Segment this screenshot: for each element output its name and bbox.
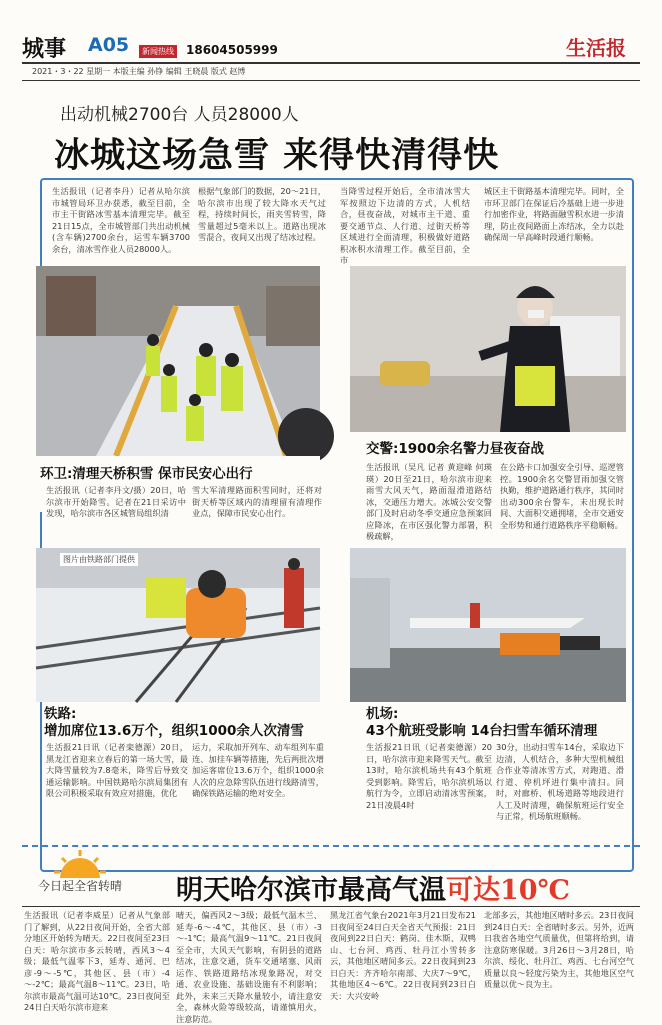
- story1-col-1: 生活报讯（记者李丹文/摄）20日，哈尔滨市开始降雪。记者在21日采访中发现，哈尔滨市各区城管局组织清: [46, 485, 186, 518]
- lead-headline: 冰城这场急雪 来得快清得快: [54, 136, 500, 176]
- weather-rule: [22, 906, 640, 907]
- story1-title: 环卫:清理天桥积雪 保市民安心出行: [40, 466, 253, 482]
- story3-col-1: 生活报21日讯（记者栾德源）20日，黑龙江省迎来立春后的第一场大雪，最大降雪量较为7.8毫米，降雪后导致交通运输影响。中国铁路哈尔滨局集团有限公司积极采取有效应对措施，优化: [46, 742, 188, 798]
- weather-temp: 可达10℃: [446, 875, 570, 906]
- weather-col-1: 生活报讯（记者李威星）记者从气象部门了解到，从22日夜间开始，全省大部分地区开始转为晴天。22日夜间至23日白天：哈尔滨市多云转晴，西风3～4级；最低气温零下3，延寿、通河、巴彦-9～-5℃，其他区、县（市）-4～-2℃；最高气温8～11℃。23日，哈尔滨市最高气温可达10℃。23日夜间至24日白天哈尔滨市迎来: [24, 910, 170, 1012]
- photo-railway-snow: [36, 548, 320, 702]
- hotline-number: 18604505999: [186, 43, 278, 57]
- lead-col-2: 根据气象部门的数据，20～21日，哈尔滨市出现了较大降水天气过程，持续时间长，雨夹雪转雪，降雪量超过5毫米以上。道路出现冰雪混合，夜间又出现了结冰过程。: [198, 186, 326, 242]
- weather-headline: 明天哈尔滨市最高气温可达10℃: [176, 875, 570, 906]
- header-rule: [22, 62, 640, 64]
- weather-col-2: 晴天，偏西风2～3级；最低气温木兰、延寿-6～-4℃，其他区、县（市）-3～-1℃；最高气温9～11℃。21日夜间至全市，大风天气影响，有阴县的道路结冰，注意交通，货车交通堵塞、风雨运作、铁路道路结冰现象路况，对交通、农业设施、基础设施有不利影响；此外，未来三天降水量较小，请注意安全，森林火险等级较高，请谨慎用火，注意防范。: [176, 910, 322, 1024]
- photo-traffic-police: [350, 266, 626, 432]
- story1-col-2: 雪大军清理路面积雪同时，还将对街天桥等区域内的清理留有清理作业点，保障市民安心出行。: [192, 485, 322, 518]
- story3-title-prefix: 铁路:: [44, 706, 77, 722]
- hotline-label: 新闻热线: [139, 45, 177, 58]
- lead-col-1: 生活报讯（记者李丹）记者从哈尔滨市城管局环卫办获悉，截至目前，全市主干街路冰雪基本清理完毕。截至21日15点，全市城管部门共出动机械(含车辆)2700余台，运雪车辆3700余台，清冰雪作业人员28000人。: [52, 186, 190, 254]
- story4-col-1: 生活报21日讯（记者栾德源）20日，哈尔滨市迎来降雪天气。截至13时，哈尔滨机场共有43个航班受到影响。降雪后，哈尔滨机场以航行为令，立即启动清冰雪预案，21日凌晨4时: [366, 742, 492, 810]
- lead-kicker: 出动机械2700台 人员28000人: [60, 105, 299, 125]
- meta-rule: [22, 80, 640, 81]
- weather-col-3: 黑龙江省气象台2021年3月21日发布21日夜间至24日白天全省天气预报：21日夜间到22日白天：鹤岗、佳木斯、双鸭山、七台河、鸡西、牡丹江小雪转多云，其他地区晴间多云。22日夜间到23日白天：齐齐哈尔南部、大庆7～9℃，其他地区4～6℃。22日夜间到23日白天：大兴安岭: [330, 910, 476, 1001]
- story3-title: 增加席位13.6万个，组织1000余人次清雪: [44, 723, 304, 739]
- photo-sanitation-workers: [36, 266, 320, 456]
- story4-title-prefix: 机场:: [366, 706, 399, 722]
- weather-label: 今日起全省转晴: [38, 879, 123, 893]
- weather-col-4: 北部多云，其他地区晴时多云。23日夜间到24日白天：全省晴时多云。另外，近两日我省各地空气质量优，但第将给到，请注意防寒保暖。3月26日～3月28日，哈尔滨、绥化、牡丹江、鸡西、七台河空气质量以良～轻度污染为主，其他地区空气质量以优～良为主。: [484, 910, 634, 989]
- story2-title: 交警:1900余名警力昼夜奋战: [366, 441, 544, 457]
- lead-col-4: 城区主干街路基本清理完毕。同时，全市环卫部门在保证后冷基础上进一步进行加密作业，将路面融雪积水进一步清理，防止夜间路面上冻结冰，全力以赴确保周一早高峰时段通行顺畅。: [484, 186, 624, 242]
- photo-airport-snowplow: [350, 548, 626, 702]
- photo-credit: 图片由铁路部门提供: [60, 553, 138, 566]
- section-title: 城事: [22, 36, 67, 62]
- story4-title: 43个航班受影响 14台扫雪车循环清理: [366, 723, 598, 739]
- story2-col-1: 生活报讯（吴凡 记者 黄迎峰 何瑛瑛）20日至21日，哈尔滨市迎来雨雪大风天气，路面湿滑道路结冰，交通压力增大。冰城公安交警部门及时启动冬季交通应急预案回应降冰，在市区强化警力部署，积极疏解，: [366, 462, 492, 541]
- lead-col-3: 当降雪过程开始后，全市清冰雪大军按照边下边清的方式，人机结合，昼夜奋战，对城市主干道、重要交通节点、人行道、过街天桥等区域进行全面清理，积极做好道路积冰积水清理工作。截至目前，全市: [340, 186, 470, 265]
- newspaper-logo: 生活报: [566, 36, 626, 60]
- page-meta: 2021・3・22 星期一 本版主编 孙铮 编辑 王晓晨 版式 赵博: [32, 67, 246, 76]
- story2-col-2: 在公路卡口加强安全引导、巡逻管控。1900余名交警冒雨加强交管执勤，维护道路通行秩序，其同时出动300余台警车，未出现长时间、大面积交通拥堵，全市交通安全形势和通行道路秩序平稳顺畅。: [500, 462, 624, 530]
- page-number: A05: [88, 34, 130, 56]
- story3-col-2: 运力，采取加开列车、动车组列车重连、加挂车辆等措施，先后两批次增加运客席位13.6万个，组织1000余人次的应急除雪队伍进行线路清雪，确保铁路运输的绝对安全。: [192, 742, 324, 798]
- story4-col-2: 30分，出动扫雪车14台，采取边下边清，人机结合，多种大型机械组合作业等清冰雪方式，对跑道、滑行道、停机坪进行集中清扫。同时，对廊桥、机场道路等地段进行人工及时清理，确保航班运行安全与正常，机场航班顺畅。: [496, 742, 624, 821]
